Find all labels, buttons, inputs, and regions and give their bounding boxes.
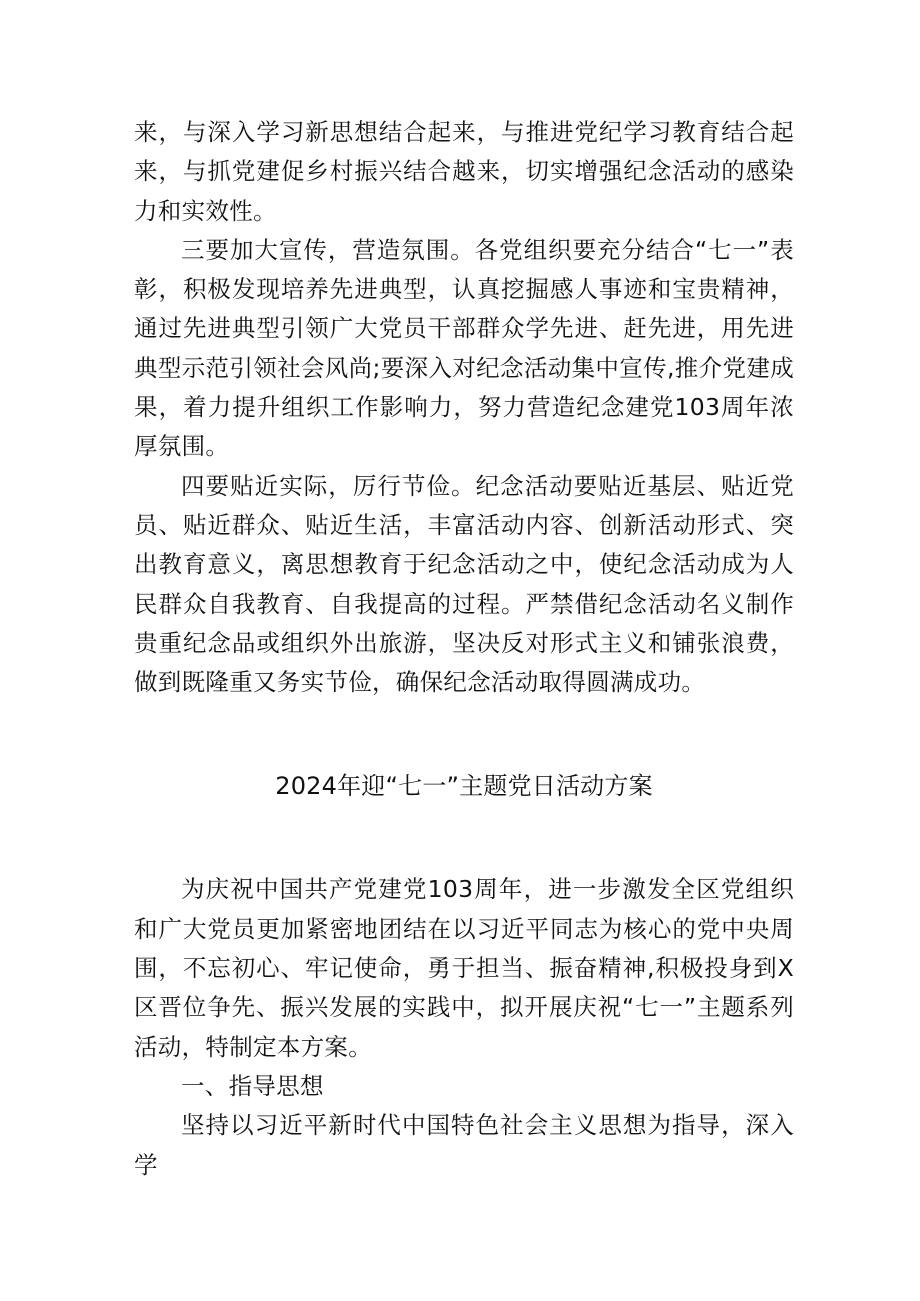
document-title: 2024年迎“七一”主题党日活动方案 (275, 772, 653, 801)
section-heading-guiding-ideology: 一、指导思想 (181, 1071, 324, 1100)
paragraph-publicity: 三要加大宣传，营造氛围。各党组织要充分结合“七一”表彰，积极发现培养先进典型，认真挖掘感人事迹和宝贵精神，通过先进典型引领广大党员干部群众学先进、赶先进，用先进典型示范引领社会风尚;要深入对纪念活动集中宣传,推介党建成果，着力提升组织工作影响力，努力营造纪念建党103周年浓厚氛围。 (134, 235, 794, 461)
paragraph-guiding-ideology: 坚持以习近平新时代中国特色社会主义思想为指导，深入学 (134, 1111, 794, 1179)
paragraph-continuation: 来，与深入学习新思想结合起来，与推进党纪学习教育结合起来，与抓党建促乡村振兴结合越来，切实增强纪念活动的感染力和实效性。 (134, 118, 794, 225)
paragraph-frugality: 四要贴近实际，厉行节俭。纪念活动要贴近基层、贴近党员、贴近群众、贴近生活，丰富活动内容、创新活动形式、突出教育意义，离思想教育于纪念活动之中，使纪念活动成为人民群众自我教育、自我提高的过程。严禁借纪念活动名义制作贵重纪念品或组织外出旅游，坚决反对形式主义和铺张浪费，做到既隆重又务实节俭，确保纪念活动取得圆满成功。 (134, 471, 794, 697)
document-body (134, 113, 794, 1185)
paragraph-introduction: 为庆祝中国共产党建党103周年，进一步激发全区党组织和广大党员更加紧密地团结在以习近平同志为核心的党中央周围，不忘初心、牢记使命，勇于担当、振奋精神,积极投身到X区晋位争先、振兴发展的实践中，拟开展庆祝“七一”主题系列活动，特制定本方案。 (134, 875, 794, 1061)
